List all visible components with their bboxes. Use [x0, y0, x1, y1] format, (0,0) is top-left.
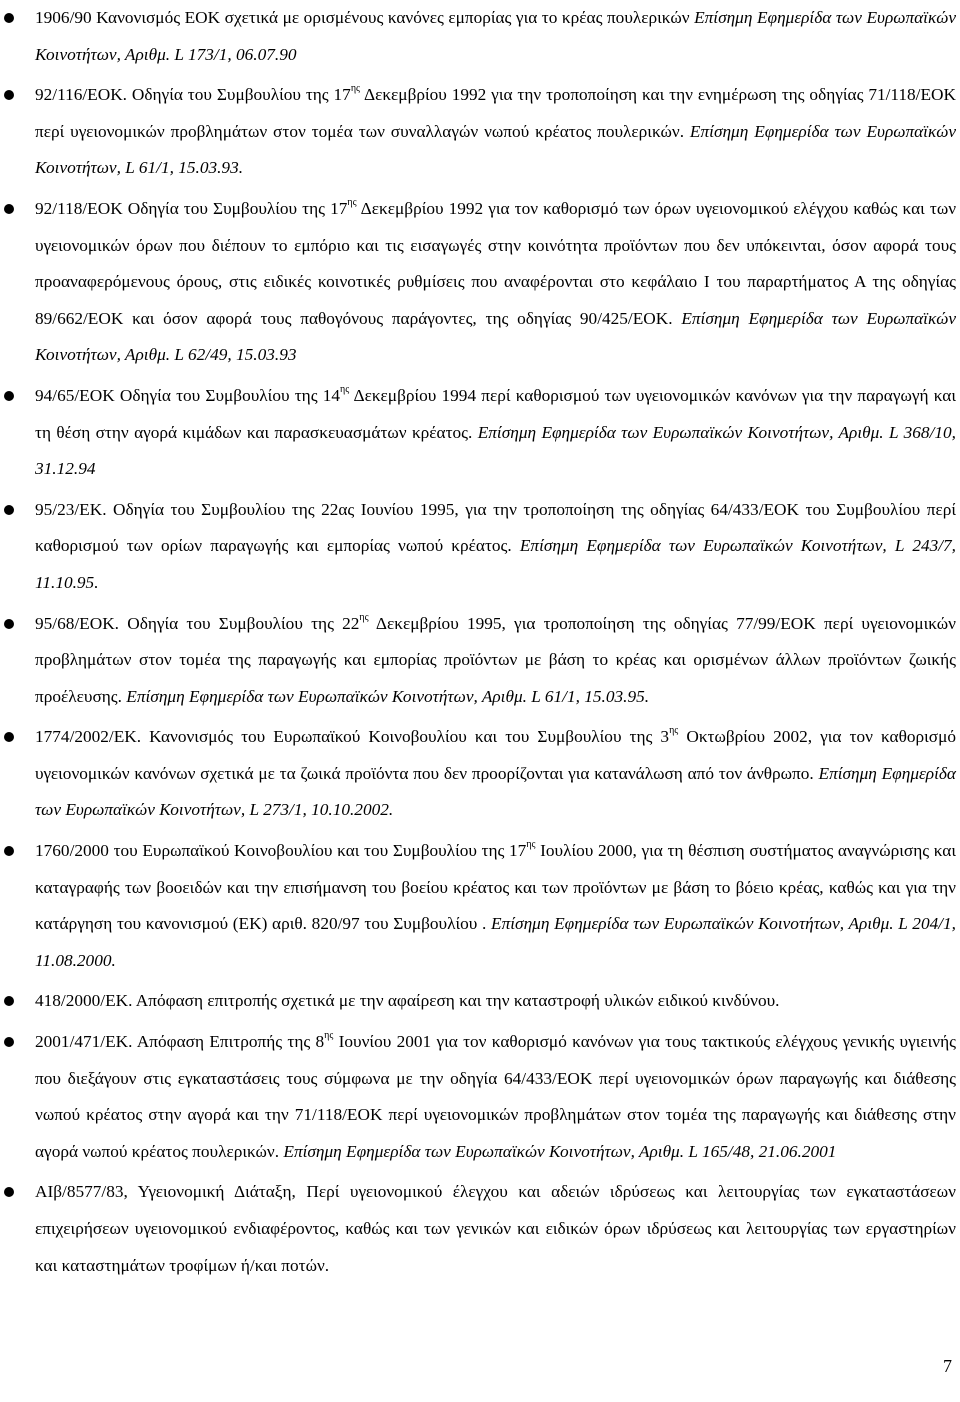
reference-text-continued: Οκτωβρίου 2002, για τον καθορισμό υγειονομικών κανόνων σχετικά με τα ζωικά προϊόντα που δεν προορίζονται για κατανάλωση από τον άνθρωπο.: [35, 727, 956, 783]
superscript-ordinal: ης: [669, 725, 679, 737]
bullet-icon: [4, 13, 14, 23]
superscript-ordinal: ης: [324, 1030, 334, 1042]
reference-item: [0, 1024, 960, 1170]
reference-text: 95/23/ΕΚ. Οδηγία του Συμβουλίου της 22ας Ιουνίου 1995, για την τροποποίηση της οδηγίας 64/433/ΕΟΚ του Συμβουλίου περί καθορισμού των ορίων παραγωγής και εμπορίας νωπού κρέατος.: [35, 499, 956, 556]
reference-text-continued: Δεκεμβρίου 1995, για τροποποίηση της οδηγίας 77/99/ΕΟΚ περί υγειονομικών προβλημάτων στον τομέα της παραγωγής και εμπορίας προϊόντων με βάση το κρέας και ορισμένων άλλων προϊόντων ζωικής προέλευσης.: [35, 613, 956, 706]
bullet-icon: [4, 505, 14, 515]
reference-item: [0, 606, 960, 716]
bullet-icon: [4, 391, 14, 401]
page-number: 7: [943, 1356, 952, 1376]
journal-citation: Επίσημη Εφημερίδα των Ευρωπαϊκών Κοινοτήτων, Αριθμ. L 173/1, 06.07.90: [35, 8, 957, 64]
superscript-ordinal: ης: [347, 196, 357, 208]
reference-item: [0, 1174, 960, 1284]
bullet-icon: [4, 846, 14, 856]
reference-text: 95/68/ΕΟΚ. Οδηγία του Συμβουλίου της 22: [35, 613, 360, 633]
reference-text-continued: Δεκεμβρίου 1994 περί καθορισμού των υγειονομικών κανόνων για την παραγωγή και τη θέση στην αγορά κιμάδων και παρασκευασμάτων κρέατος.: [35, 385, 956, 442]
bullet-icon: [4, 996, 14, 1006]
reference-text: 1760/2000 του Ευρωπαϊκού Κοινοβουλίου και του Συμβουλίου της 17: [35, 841, 527, 861]
reference-item: [0, 833, 960, 979]
reference-text: 418/2000/ΕΚ. Απόφαση επιτροπής σχετικά με την αφαίρεση και την καταστροφή υλικών ειδικού κινδύνου.: [35, 991, 780, 1011]
bullet-icon: [4, 90, 14, 100]
reference-text-continued: Δεκεμβρίου 1992 για τον καθορισμό των όρων υγειονομικού ελέγχου καθώς και των υγειονομικών όρων που διέπουν το εμπόριο και τις εισαγωγές στην κοινότητα προϊόντων που δεν υπόκεινται, όσον αφορά τους προαναφερόμενους όρους, στις ειδικές κοινοτικές ρυθμίσεις που αναφέρονται στο κεφάλαιο Ι του παραρτήματος Α της οδηγίας 89/662/ΕΟΚ και όσον αφορά τους παθογόνους παράγοντες, της οδηγίας 90/425/ΕΟΚ.: [35, 198, 957, 328]
journal-citation: Επίσημη Εφημερίδα των Ευρωπαϊκών Κοινοτήτων, Αριθμ. L 62/49, 15.03.93: [35, 308, 957, 365]
reference-item: [0, 492, 960, 602]
reference-item: [0, 378, 960, 488]
journal-citation: Επίσημη Εφημερίδα των Ευρωπαϊκών Κοινοτήτων, Αριθμ. L 368/10, 31.12.94: [35, 422, 956, 479]
superscript-ordinal: ης: [350, 83, 361, 95]
superscript-ordinal: ης: [526, 839, 536, 851]
bullet-icon: [4, 204, 14, 214]
bullet-icon: [4, 732, 14, 742]
reference-item: [0, 77, 960, 187]
reference-text: 1906/90 Κανονισμός ΕΟΚ σχετικά με ορισμένους κανόνες εμπορίας για το κρέας πουλερικών: [35, 8, 690, 27]
reference-text: 2001/471/ΕΚ. Απόφαση Επιτροπής της 8: [35, 1032, 325, 1052]
superscript-ordinal: ης: [340, 383, 350, 395]
reference-text-continued: Ιουλίου 2000, για τη θέσπιση συστήματος αναγνώρισης και καταγραφής των βοοειδών και την επισήμανση του βοείου κρέατος και των προϊόντων με βάση το βόειο κρέας, καθώς και για την κατάργηση του κανονισμού (ΕΚ) αριθ. 820/97 του Συμβουλίου .: [35, 841, 956, 934]
reference-text: 94/65/ΕΟΚ Οδηγία του Συμβουλίου της 14: [35, 385, 341, 405]
reference-item: [0, 983, 960, 1020]
journal-citation: Επίσημη Εφημερίδα των Ευρωπαϊκών Κοινοτήτων, Αριθμ. L 204/1, 11.08.2000.: [35, 914, 956, 970]
bullet-icon: [4, 1037, 14, 1047]
journal-citation: Επίσημη Εφημερίδα των Ευρωπαϊκών Κοινοτήτων, L 61/1, 15.03.93.: [35, 121, 957, 178]
journal-citation: Επίσημη Εφημερίδα των Ευρωπαϊκών Κοινοτήτων, Αριθμ. L 61/1, 15.03.95.: [121, 686, 650, 706]
journal-citation: Επίσημη Εφημερίδα των Ευρωπαϊκών Κοινοτήτων, L 243/7, 11.10.95.: [35, 536, 956, 592]
journal-citation: Επίσημη Εφημερίδα των Ευρωπαϊκών Κοινοτήτων, L 273/1, 10.10.2002.: [35, 763, 957, 820]
reference-text: 92/118/ΕΟΚ Οδηγία του Συμβουλίου της 17: [35, 198, 348, 218]
reference-text: 1774/2002/ΕΚ. Κανονισμός του Ευρωπαϊκού Κοινοβουλίου και του Συμβουλίου της 3: [35, 727, 670, 747]
reference-item: [0, 719, 960, 829]
bullet-icon: [4, 619, 14, 629]
reference-text: 92/116/ΕΟΚ. Οδηγία του Συμβουλίου της 17: [35, 85, 351, 105]
reference-item: [0, 191, 960, 374]
reference-text-continued: Ιουνίου 2001 για τον καθορισμό κανόνων για τους τακτικούς ελέγχους γενικής υγιεινής που διεξάγουν στις εγκαταστάσεις τους σύμφωνα με την οδηγία 64/433/ΕΟΚ περί υγειονομικών όρων παραγωγής και διάθεσης νωπού κρέατος στην αγορά και την 71/118/ΕΟΚ περί υγειονομικών προβλημάτων στον τομέα της παραγωγής και διάθεσης στην αγορά νωπού κρέατος πουλερικών.: [35, 1032, 956, 1161]
bullet-icon: [4, 1187, 14, 1197]
reference-text-continued: Δεκεμβρίου 1992 για την τροποποίηση και την ενημέρωση της οδηγίας 71/118/ΕΟΚ περί υγειονομικών προβλημάτων στον τομέα των συναλλαγών νωπού κρέατος πουλερικών.: [35, 85, 957, 141]
journal-citation: Επίσημη Εφημερίδα των Ευρωπαϊκών Κοινοτήτων, Αριθμ. L 165/48, 21.06.2001: [279, 1141, 837, 1161]
superscript-ordinal: ης: [359, 611, 369, 623]
reference-item: [0, 0, 960, 73]
reference-text: ΑΙβ/8577/83, Υγειονομική Διάταξη, Περί υγειονομικού έλεγχου και αδειών ιδρύσεως και λειτουργίας των εγκαταστάσεων επιχειρήσεων υγειονομικού ενδιαφέροντος, καθώς και των γενικών και ειδικών όρων ιδρύσεως και λειτουργίας των εργαστηρίων και καταστημάτων τροφίμων ή/και ποτών.: [35, 1182, 956, 1275]
